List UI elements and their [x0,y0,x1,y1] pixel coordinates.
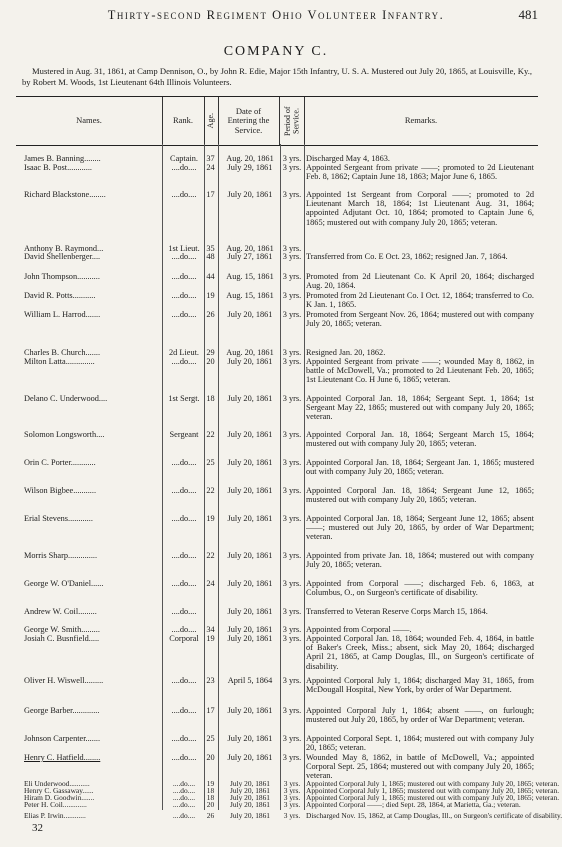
soldier-age: 25 [206,458,215,467]
soldier-name: Hiram D. Goodwin....... [24,793,95,802]
soldier-date: July 20, 1861 [227,486,273,495]
soldier-remarks: Appointed Corporal July 1, 1864; absent ——, on furlough; mustered out July 20, 1865, by order of War Department; veteran. [306,706,534,725]
soldier-name: Oliver H. Wiswell......... [24,676,104,685]
soldier-period: 3 yrs. [283,779,301,788]
soldier-rank: ....do.... [172,811,196,820]
soldier-age: 29 [206,348,215,357]
soldier-rank: ....do.... [171,676,197,685]
soldier-date: July 20, 1861 [227,394,273,403]
soldier-period: 3 yrs. [282,676,302,685]
soldier-date: July 27, 1861 [227,252,273,261]
soldier-period: 3 yrs. [282,348,302,357]
soldier-remarks: Appointed Corporal ——; died Sept. 28, 1864, at Marietta, Ga.; veteran. [306,800,521,809]
soldier-remarks: Appointed Corporal July 1, 1864; discharged May 31, 1865, from McDougall Hospital, New York, by order of War Department. [306,676,534,695]
soldier-rank: ....do.... [171,272,197,281]
soldier-period: 3 yrs. [282,458,302,467]
soldier-rank: ....do.... [172,786,196,795]
soldier-remarks: Appointed Corporal Jan. 18, 1864; Sergeant June 12, 1865; absent ——; mustered out July 20, 1865, by order of War Department; veteran. [306,514,534,542]
soldier-age: 20 [206,753,215,762]
soldier-period: 3 yrs. [282,244,302,253]
header-age-cell [204,97,219,145]
soldier-date: July 20, 1861 [227,551,273,560]
soldier-date: July 20, 1861 [229,779,271,788]
soldier-name: William L. Harrod....... [24,310,101,319]
soldier-rank: 1st Sergt. [168,394,200,403]
soldier-date: July 20, 1861 [227,579,273,588]
soldier-name: Anthony B. Raymond... [24,244,104,253]
soldier-date: July 29, 1861 [227,163,273,172]
soldier-period: 3 yrs. [282,514,302,523]
soldier-age: 37 [206,154,215,163]
soldier-age: 22 [206,486,215,495]
soldier-period: 3 yrs. [282,154,302,163]
soldier-date: July 20, 1861 [227,753,273,762]
muster-note: Mustered in Aug. 31, 1861, at Camp Dennison, O., by John R. Edie, Major 15th Infantry, U. S. A. Mustered out July 20, 1865, at Louisville, Ky., by Robert M. Woods, 1st Lieutenant 64th Illinois Volunteers. [22,66,532,87]
soldier-period: 3 yrs. [282,394,302,403]
soldier-remarks: Transferred to Veteran Reserve Corps March 15, 1864. [306,607,488,616]
soldier-age: 18 [206,793,215,802]
soldier-period: 3 yrs. [282,579,302,588]
soldier-age: 23 [206,676,215,685]
soldier-remarks: Resigned Jan. 20, 1862. [306,348,386,357]
header-period: Period of Service. [282,106,300,136]
column-rule [304,144,305,810]
soldier-age: 18 [206,394,215,403]
soldier-name: Isaac B. Post............ [24,163,92,172]
soldier-name: Milton Latta.............. [24,357,95,366]
soldier-name: George W. O'Daniel...... [24,579,104,588]
soldier-name: George Barber............. [24,706,100,715]
soldier-date: July 20, 1861 [227,514,273,523]
soldier-age: 18 [206,786,215,795]
table-header [16,96,538,146]
soldier-period: 3 yrs. [282,625,302,634]
soldier-period: 3 yrs. [282,272,302,281]
soldier-period: 3 yrs. [283,800,301,809]
soldier-rank: ....do.... [171,252,197,261]
soldier-name: Johnson Carpenter....... [24,734,101,743]
header-remarks: Remarks. [404,115,438,126]
soldier-rank: ....do.... [171,163,197,172]
soldier-name: Delano C. Underwood.... [24,394,108,403]
folio-number: 32 [32,822,43,834]
soldier-age: 24 [206,163,215,172]
soldier-date: July 20, 1861 [227,190,273,199]
soldier-name: Solomon Longsworth.... [24,430,105,439]
soldier-age: 19 [206,779,215,788]
soldier-date: July 20, 1861 [227,310,273,319]
soldier-name: Erial Stevens............ [24,514,93,523]
soldier-rank: Corporal [169,634,199,643]
soldier-rank: 1st Lieut. [168,244,200,253]
header-rank: Rank. [162,97,205,145]
soldier-date: July 20, 1861 [227,734,273,743]
soldier-name: Wilson Bigbee........... [24,486,97,495]
company-title: COMPANY C. [223,44,329,59]
soldier-date: April 5, 1864 [227,676,273,685]
soldier-remarks: Appointed Corporal Jan. 18, 1864; Sergeant Jan. 1, 1865; mustered out with company July 20, 1865; veteran. [306,458,534,477]
soldier-remarks: Appointed from Corporal ——. [306,625,412,634]
soldier-date: Aug. 20, 1861 [226,348,274,357]
soldier-age: 26 [206,310,215,319]
soldier-name: Henry C. Gassaway...... [24,786,94,795]
soldier-remarks: Appointed 1st Sergeant from Corporal ——; promoted to 2d Lieutenant March 18, 1864; 1st Lieutenant Aug. 31, 1864; appointed Adjutant Oct. 10, 1864; promoted to Captain June 6, 1865; mustered out with company July 20, 1865; veteran. [306,190,534,227]
header-age: Age. [205,113,215,129]
soldier-remarks: Appointed Sergeant from private ——; wounded May 8, 1862, in battle of McDowell, Va.; promoted to 2d Lieutenant Feb. 20, 1865; 1st Lieutenant Co. H June 6, 1865; veteran. [306,357,534,385]
soldier-rank: ....do.... [172,800,196,809]
soldier-remarks: Wounded May 8, 1862, in battle of McDowell, Va.; appointed Corporal Sept. 25, 1864; mustered out with company July 20, 1865; veteran. [306,753,534,781]
soldier-age: 19 [206,514,215,523]
soldier-period: 3 yrs. [282,291,302,300]
soldier-name: Henry C. Hatfield........ [24,753,101,762]
soldier-age: 20 [206,800,215,809]
soldier-age: 17 [206,706,215,715]
soldier-date: July 20, 1861 [227,430,273,439]
soldier-date: July 20, 1861 [229,811,271,820]
soldier-period: 3 yrs. [283,786,301,795]
soldier-remarks: Discharged Nov. 15, 1862, at Camp Douglas, Ill., on Surgeon's certificate of disability. [306,811,562,820]
soldier-age: 25 [206,734,215,743]
soldier-date: July 20, 1861 [229,786,271,795]
soldier-date: July 20, 1861 [229,793,271,802]
soldier-period: 3 yrs. [282,551,302,560]
soldier-remarks: Appointed Corporal July 1, 1865; mustered out with company July 20, 1865; veteran. [306,786,560,795]
soldier-date: Aug. 20, 1861 [226,154,274,163]
soldier-period: 3 yrs. [282,190,302,199]
soldier-remarks: Appointed Corporal Jan. 18, 1864; Sergeant March 15, 1864; mustered out with company July 20, 1865; veteran. [306,430,534,449]
soldier-name: David Shellenberger.... [24,252,101,261]
soldier-period: 3 yrs. [282,706,302,715]
soldier-period: 3 yrs. [282,734,302,743]
soldier-age: 44 [206,272,215,281]
soldier-age: 17 [206,190,215,199]
soldier-name: Peter H. Coil............. [24,800,87,809]
soldier-name: Orin C. Porter............ [24,458,96,467]
header-names: Names. [16,97,163,145]
soldier-period: 3 yrs. [282,607,302,616]
soldier-period: 3 yrs. [283,793,301,802]
soldier-date: July 20, 1861 [227,607,273,616]
soldier-remarks: Appointed Corporal Sept. 1, 1864; mustered out with company July 20, 1865; veteran. [306,734,534,753]
soldier-age: 35 [206,244,215,253]
soldier-age: 24 [206,579,215,588]
running-head: Thirty-second Regiment Ohio Volunteer Infantry. [107,8,445,22]
soldier-remarks: Appointed Sergeant from private ——; promoted to 2d Lieutenant Feb. 8, 1862; Captain June 18, 1863; Major June 6, 1865. [306,163,534,182]
soldier-remarks: Appointed Corporal Jan. 18, 1864; Sergeant Sept. 1, 1864; 1st Sergeant May 22, 1865; mustered out with company July 20, 1865; veteran. [306,394,534,422]
soldier-name: John Thompson........... [24,272,100,281]
soldier-date: July 20, 1861 [227,357,273,366]
soldier-date: Aug. 15, 1861 [226,291,274,300]
soldier-date: Aug. 15, 1861 [226,272,274,281]
soldier-name: David R. Potts........... [24,291,96,300]
soldier-rank: ....do.... [171,579,197,588]
soldier-remarks: Promoted from 2d Lieutenant Co. I Oct. 12, 1864; transferred to Co. K Jan. 1, 1865. [306,291,534,310]
soldier-remarks: Appointed Corporal July 1, 1865; mustered out with company July 20, 1865; veteran. [306,793,560,802]
soldier-name: Josiah C. Busnfield..... [24,634,100,643]
soldier-date: July 20, 1861 [229,800,271,809]
soldier-age: 19 [206,291,215,300]
soldier-date: July 20, 1861 [227,458,273,467]
soldier-rank: 2d Lieut. [169,348,199,357]
column-rule [218,144,219,810]
soldier-rank: ....do.... [171,514,197,523]
soldier-name: Morris Sharp.............. [24,551,98,560]
soldier-name: Elias P. Irwin............ [24,811,86,820]
soldier-date: Aug. 20, 1861 [226,244,274,253]
soldier-name: Eli Underwood........... [24,779,90,788]
soldier-name: Andrew W. Coil......... [24,607,97,616]
soldier-period: 3 yrs. [282,486,302,495]
soldier-period: 3 yrs. [282,252,302,261]
soldier-rank: ....do.... [171,607,197,616]
soldier-remarks: Transferred from Co. E Oct. 23, 1862; resigned Jan. 7, 1864. [306,252,508,261]
soldier-remarks: Appointed Corporal Jan. 18, 1864; wounded Feb. 4, 1864, in battle of Baker's Creek, Miss.; absent, sick May 20, 1864; discharged April 21, 1865, at Camp Douglas, Ill., on Surgeon's certificate of disability. [306,634,534,671]
soldier-date: July 20, 1861 [227,625,273,634]
soldier-period: 3 yrs. [282,753,302,762]
soldier-remarks: Appointed from Corporal ——; discharged Feb. 6, 1863, at Columbus, O., on Surgeon's certificate of disability. [306,579,534,598]
soldier-rank: ....do.... [171,706,197,715]
soldier-rank: ....do.... [171,357,197,366]
soldier-period: 3 yrs. [283,811,301,820]
soldier-rank: ....do.... [171,291,197,300]
soldier-rank: ....do.... [171,753,197,762]
soldier-rank: ....do.... [171,486,197,495]
soldier-rank: ....do.... [171,551,197,560]
soldier-rank: ....do.... [171,190,197,199]
soldier-remarks: Discharged May 4, 1863. [306,154,390,163]
soldier-remarks: Promoted from Sergeant Nov. 26, 1864; mustered out with company July 20, 1865; veteran. [306,310,534,329]
soldier-date: July 20, 1861 [227,634,273,643]
soldier-name: James B. Banning........ [24,154,101,163]
soldier-rank: ....do.... [172,779,196,788]
soldier-age: 22 [206,430,215,439]
soldier-period: 3 yrs. [282,310,302,319]
soldier-rank: ....do.... [172,793,196,802]
header-period-cell [280,97,305,145]
soldier-age: 20 [206,357,215,366]
soldier-date: July 20, 1861 [227,706,273,715]
soldier-rank: ....do.... [171,310,197,319]
soldier-age: 48 [206,252,215,261]
soldier-rank: ....do.... [171,734,197,743]
soldier-age: 34 [206,625,215,634]
soldier-period: 3 yrs. [282,163,302,172]
page-number: 481 [518,7,538,22]
soldier-period: 3 yrs. [282,430,302,439]
soldier-remarks: Promoted from 2d Lieutenant Co. K April 20, 1864; discharged Aug. 20, 1864. [306,272,534,291]
soldier-name: Charles B. Church....... [24,348,101,357]
soldier-remarks: Appointed Corporal July 1, 1865; mustered out with company July 20, 1865; veteran. [306,779,560,788]
soldier-period: 3 yrs. [282,357,302,366]
soldier-age: 26 [206,811,215,820]
soldier-remarks: Appointed from private Jan. 18, 1864; mustered out with company July 20, 1865; veteran. [306,551,534,570]
soldier-name: Richard Blackstone........ [24,190,106,199]
soldier-rank: ....do.... [171,458,197,467]
soldier-rank: Sergeant [169,430,199,439]
soldier-name: George W. Smith......... [24,625,100,634]
soldier-age: 19 [206,634,215,643]
header-date: Date of Entering the Service. [218,97,280,145]
soldier-age: 22 [206,551,215,560]
soldier-rank: ....do.... [171,625,197,634]
soldier-period: 3 yrs. [282,634,302,643]
soldier-remarks: Appointed Corporal Jan. 18, 1864; Sergeant June 12, 1865; mustered out with company July 20, 1865; veteran. [306,486,534,505]
soldier-rank: Captain. [170,154,198,163]
